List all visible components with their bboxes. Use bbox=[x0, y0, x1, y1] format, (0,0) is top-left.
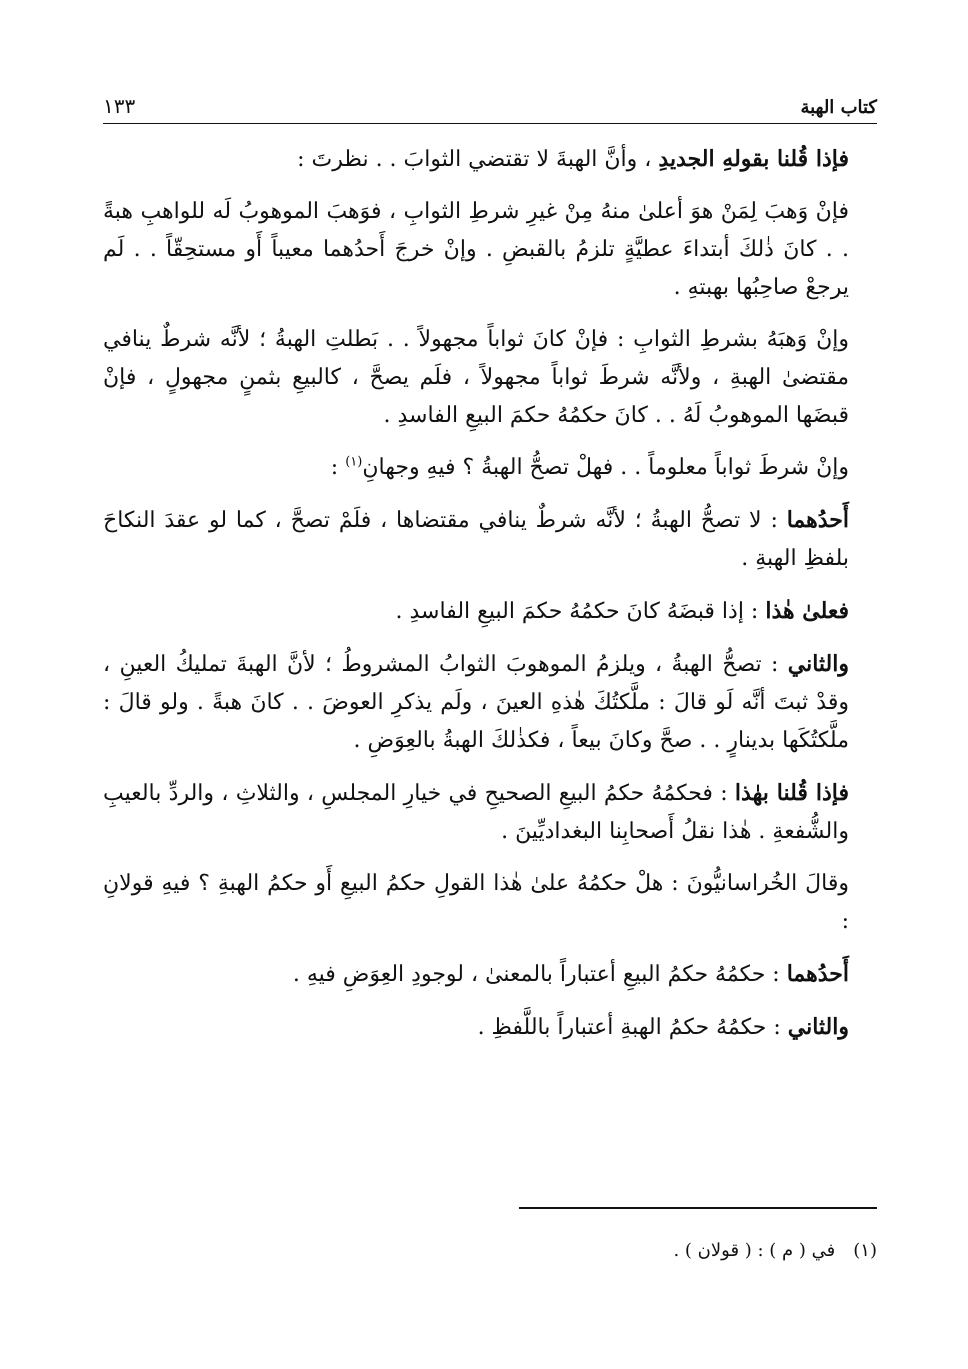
paragraph-2-text: فإنْ وَهبَ لِمَنْ هوَ أعلىٰ منهُ مِنْ غيرِ شرطِ الثوابِ ، فوَهبَ الموهوبُ لَه للواهبِ هبةً . . كانَ ذٰلكَ أبتداءَ عطيَّةٍ تلزمُ بالقبضِ . وإنْ خرجَ أَحدُهما معيباً أَو مستحِقّاً . . لَم يرجعْ صاحِبُها بهبتهِ . bbox=[103, 199, 850, 300]
paragraph-5-lead: أَحدُهما bbox=[786, 507, 849, 533]
footnote-mark: (١) bbox=[853, 1240, 877, 1261]
header-divider bbox=[103, 123, 877, 124]
paragraph-4-text-end: : bbox=[330, 455, 346, 480]
main-text bbox=[103, 140, 877, 1061]
paragraph-10-text: : حكمُهُ حكمُ البيعِ أعتباراً بالمعنىٰ ، لوجودِ العِوَضِ فيهِ . bbox=[292, 962, 787, 987]
paragraph-6 bbox=[103, 592, 877, 631]
paragraph-1-lead: فإذا قُلنا بقولهِ الجديدِ bbox=[658, 146, 849, 172]
paragraph-9 bbox=[103, 865, 877, 941]
footnote-divider bbox=[519, 1207, 877, 1209]
paragraph-7-text: : تصحُّ الهبةُ ، ويلزمُ الموهوبَ الثوابُ المشروطُ ؛ لأنَّ الهبةَ تمليكُ العينِ ، وقدْ ثبتَ أنَّه لَو قالَ : ملَّكتُكَ هٰذهِ العينَ ، ولَم يذكرِ العوضَ . . كانَ هبةً . ولو قالَ : ملَّكتُكَها بدينارٍ . . صحَّ وكانَ بيعاً ، فكذٰلكَ الهبةُ بالعِوَضِ . bbox=[103, 652, 849, 753]
footnote-text: في ( م ) : ( قولان ) . bbox=[673, 1240, 836, 1261]
footnote-reference: (١) bbox=[345, 454, 363, 470]
running-title: كتاب الهبة bbox=[800, 97, 877, 118]
page-header bbox=[103, 80, 877, 118]
paragraph-8-text: : فحكمُهُ حكمُ البيعِ الصحيحِ في خيارِ المجلسِ ، والثلاثِ ، والردِّ بالعيبِ والشُّفعةِ . هٰذا نقلُ أَصحابِنا البغداديِّينَ . bbox=[103, 781, 849, 844]
paragraph-11 bbox=[103, 1008, 877, 1047]
paragraph-1 bbox=[103, 140, 877, 179]
paragraph-11-text: : حكمُهُ حكمُ الهبةِ أعتباراً باللَّفظِ . bbox=[477, 1015, 788, 1040]
page-number: ١٣٣ bbox=[103, 94, 136, 118]
paragraph-5-text: : لا تصحُّ الهبةُ ؛ لأنَّه شرطٌ ينافي مقتضاها ، فلَمْ تصحَّ ، كما لو عقدَ النكاحَ بلفظِ الهبةِ . bbox=[103, 508, 849, 571]
footnote bbox=[673, 1238, 877, 1264]
paragraph-10 bbox=[103, 955, 877, 994]
paragraph-7-lead: والثاني bbox=[787, 651, 849, 677]
paragraph-6-lead: فعلىٰ هٰذا bbox=[765, 598, 849, 624]
paragraph-5 bbox=[103, 501, 877, 578]
paragraph-1-text: ، وأنَّ الهبةَ لا تقتضي الثوابَ . . نظرتَ : bbox=[297, 147, 659, 172]
book-page bbox=[103, 80, 877, 1300]
paragraph-8-lead: فإذا قُلنا بهٰذا bbox=[734, 780, 849, 806]
paragraph-11-lead: والثاني bbox=[787, 1014, 849, 1040]
paragraph-4 bbox=[103, 449, 877, 487]
paragraph-7 bbox=[103, 645, 877, 760]
paragraph-3 bbox=[103, 321, 877, 435]
paragraph-10-lead: أَحدُهما bbox=[786, 961, 849, 987]
paragraph-2 bbox=[103, 193, 877, 307]
paragraph-4-text: وإنْ شرطَ ثواباً معلوماً . . فهلْ تصحُّ الهبةُ ؟ فيهِ وجهانِ bbox=[362, 455, 849, 480]
paragraph-9-text: وقالَ الخُراسانيُّونَ : هلْ حكمُهُ علىٰ هٰذا القولِ حكمُ البيعِ أَو حكمُ الهبةِ ؟ فيهِ قولانِ : bbox=[103, 871, 849, 934]
paragraph-6-text: : إذا قبضَهُ كانَ حكمُهُ حكمَ البيعِ الفاسدِ . bbox=[395, 599, 766, 624]
paragraph-3-text: وإنْ وَهبَهُ بشرطِ الثوابِ : فإنْ كانَ ثواباً مجهولاً . . بَطلتِ الهبةُ ؛ لأنَّه شرطٌ ينافي مقتضىٰ الهبةِ ، ولأنَّه شرطَ ثواباً مجهولاً ، فلَم يصحَّ ، كالبيعِ بثمنٍ مجهولٍ ، فإنْ قبضَها الموهوبُ لَهُ . . كانَ حكمُهُ حكمَ البيعِ الفاسدِ . bbox=[103, 327, 849, 428]
paragraph-8 bbox=[103, 774, 877, 851]
